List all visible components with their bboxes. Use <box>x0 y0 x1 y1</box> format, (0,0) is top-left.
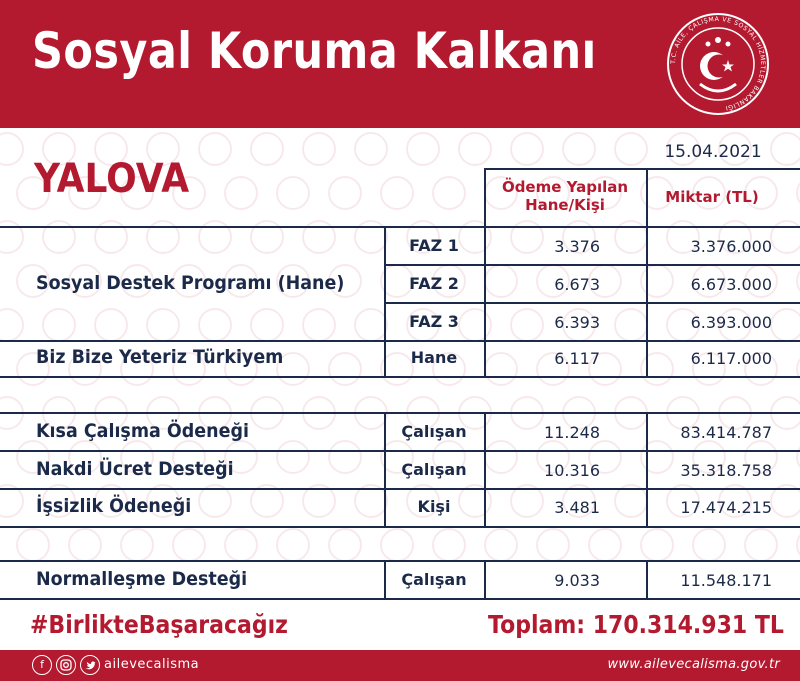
footer-bar <box>0 650 800 681</box>
count-cell: 6.673 <box>554 275 600 294</box>
pattern-mark <box>146 308 180 342</box>
pattern-mark <box>276 440 310 474</box>
pattern-mark <box>432 176 466 210</box>
page-title: Sosyal Koruma Kalkanı <box>32 22 597 80</box>
seal-text: T.C. AİLE, ÇALIŞMA VE SOSYAL HİZMETLER BAKANLIĞI <box>669 15 767 112</box>
count-cell: 9.033 <box>554 571 600 590</box>
count-cell: 6.393 <box>554 313 600 332</box>
amount-cell: 35.318.758 <box>680 461 772 480</box>
table-line <box>0 560 800 562</box>
pattern-mark <box>458 132 492 166</box>
amount-cell: 83.414.787 <box>680 423 772 442</box>
table-line <box>0 340 800 342</box>
table-line <box>646 168 648 226</box>
pattern-mark <box>796 352 800 386</box>
pattern-mark <box>614 132 648 166</box>
pattern-mark <box>94 308 128 342</box>
unit-cell: FAZ 3 <box>409 312 459 331</box>
table-line <box>0 412 800 414</box>
table-line <box>0 226 800 228</box>
program-label: Nakdi Ücret Desteği <box>36 458 234 480</box>
unit-cell: FAZ 1 <box>409 236 459 255</box>
social-handle[interactable]: ailevecalisma <box>104 657 200 672</box>
pattern-mark <box>16 528 50 562</box>
unit-cell: Hane <box>410 348 458 367</box>
pattern-mark <box>302 132 336 166</box>
pattern-mark <box>484 528 518 562</box>
pattern-mark <box>744 528 778 562</box>
pattern-mark <box>640 528 674 562</box>
count-cell: 6.117 <box>554 349 600 368</box>
facebook-icon[interactable]: f <box>32 655 52 675</box>
pattern-mark <box>432 528 466 562</box>
pattern-mark <box>796 176 800 210</box>
pattern-mark <box>328 440 362 474</box>
pattern-mark <box>0 308 24 342</box>
count-cell: 3.481 <box>554 498 600 517</box>
table-line <box>484 168 486 226</box>
website-link[interactable]: www.ailevecalisma.gov.tr <box>607 657 780 672</box>
instagram-icon[interactable] <box>56 655 76 675</box>
pattern-mark <box>406 132 440 166</box>
amount-cell: 17.474.215 <box>680 498 772 517</box>
pattern-mark <box>250 308 284 342</box>
date-label: 15.04.2021 <box>664 142 762 162</box>
program-label-sdp: Sosyal Destek Programı (Hane) <box>36 272 345 294</box>
amount-cell: 6.117.000 <box>690 349 772 368</box>
pattern-mark <box>796 264 800 298</box>
table-line <box>384 302 800 304</box>
pattern-mark <box>354 132 388 166</box>
pattern-mark <box>692 528 726 562</box>
pattern-mark <box>380 528 414 562</box>
header-banner <box>0 0 800 128</box>
city-title: YALOVA <box>34 156 190 202</box>
amount-cell: 3.376.000 <box>690 237 772 256</box>
table-line <box>484 168 800 170</box>
unit-cell: Çalışan <box>401 460 467 479</box>
pattern-mark <box>328 528 362 562</box>
pattern-mark <box>328 352 362 386</box>
program-label: Kısa Çalışma Ödeneği <box>36 420 249 442</box>
column-header-amount: Miktar (TL) <box>665 188 759 206</box>
pattern-mark <box>0 132 24 166</box>
amount-cell: 11.548.171 <box>680 571 772 590</box>
pattern-mark <box>536 528 570 562</box>
hashtag: #BirlikteBaşaracağız <box>30 610 288 639</box>
program-label: İşsizlik Ödeneği <box>36 495 192 517</box>
twitter-icon[interactable] <box>80 655 100 675</box>
pattern-mark <box>328 176 362 210</box>
pattern-mark <box>172 528 206 562</box>
pattern-mark <box>250 132 284 166</box>
program-label: Normalleşme Desteği <box>36 568 248 590</box>
table-line <box>384 264 800 266</box>
pattern-mark <box>614 308 648 342</box>
pattern-mark <box>770 308 800 342</box>
unit-cell: Çalışan <box>401 570 467 589</box>
column-header-count: Ödeme Yapılan Hane/Kişi <box>501 178 629 214</box>
table-line <box>0 598 800 600</box>
pattern-mark <box>68 528 102 562</box>
pattern-mark <box>120 528 154 562</box>
pattern-mark <box>354 308 388 342</box>
pattern-mark <box>224 176 258 210</box>
pattern-mark <box>198 308 232 342</box>
amount-cell: 6.673.000 <box>690 275 772 294</box>
table-line <box>0 526 800 528</box>
program-label: Biz Bize Yeteriz Türkiyem <box>36 346 284 368</box>
pattern-mark <box>796 528 800 562</box>
pattern-mark <box>562 132 596 166</box>
count-cell: 11.248 <box>544 423 600 442</box>
table-line <box>0 376 800 378</box>
pattern-mark <box>42 308 76 342</box>
pattern-mark <box>224 528 258 562</box>
table-line <box>0 488 800 490</box>
unit-cell: Çalışan <box>401 422 467 441</box>
count-cell: 3.376 <box>554 237 600 256</box>
pattern-mark <box>380 176 414 210</box>
pattern-mark <box>510 132 544 166</box>
pattern-mark <box>588 528 622 562</box>
ministry-seal-logo <box>664 10 772 118</box>
count-cell: 10.316 <box>544 461 600 480</box>
unit-cell: FAZ 2 <box>409 274 459 293</box>
pattern-mark <box>796 440 800 474</box>
pattern-mark <box>302 308 336 342</box>
pattern-mark <box>276 176 310 210</box>
amount-cell: 6.393.000 <box>690 313 772 332</box>
unit-cell: Kişi <box>417 497 451 516</box>
table-line <box>0 450 800 452</box>
pattern-mark <box>276 528 310 562</box>
pattern-mark <box>198 132 232 166</box>
total-amount: Toplam: 170.314.931 TL <box>488 610 784 639</box>
